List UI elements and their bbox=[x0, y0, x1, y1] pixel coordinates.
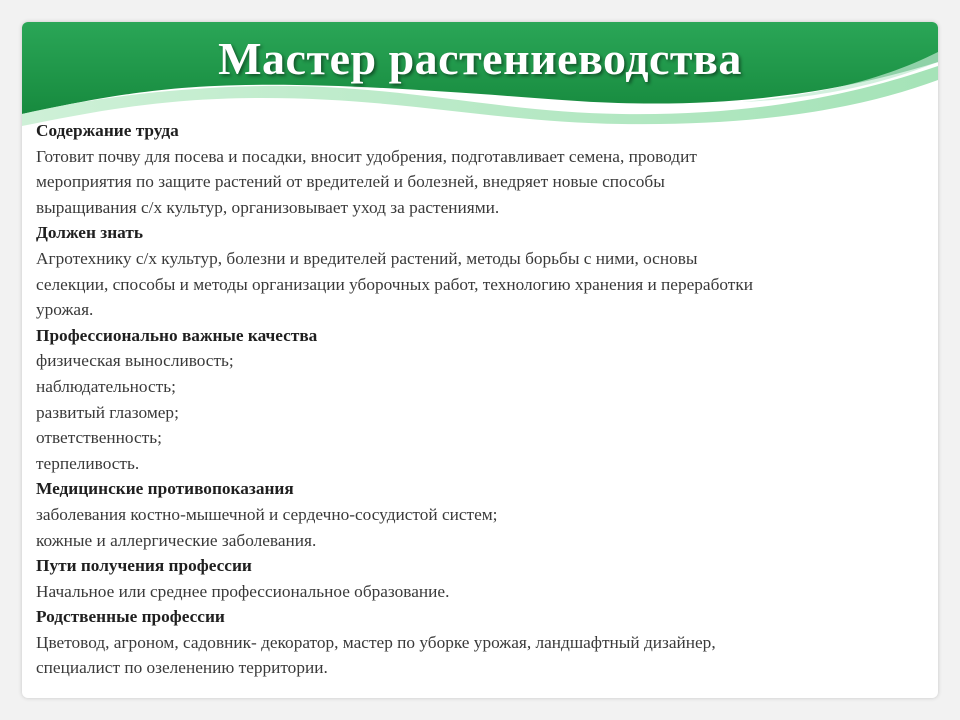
text-line: специалист по озеленению территории. bbox=[36, 658, 328, 678]
text-line: Агротехнику с/х культур, болезни и вредителей растений, методы борьбы с ними, основы bbox=[36, 248, 698, 268]
page-title: Мастер растениеводства bbox=[218, 33, 742, 84]
list-item: кожные и аллергические заболевания. bbox=[36, 530, 317, 550]
content-body bbox=[36, 118, 926, 681]
section-heading-education-paths: Пути получения профессии bbox=[36, 556, 252, 576]
text-line: выращивания с/х культур, организовывает уход за растениями. bbox=[36, 197, 500, 217]
list-item: наблюдательность; bbox=[36, 376, 176, 396]
text-line: Готовит почву для посева и посадки, вносит удобрения, подготавливает семена, проводит bbox=[36, 146, 697, 166]
section-heading-related-professions: Родственные профессии bbox=[36, 607, 225, 627]
list-item: развитый глазомер; bbox=[36, 402, 179, 422]
header-banner bbox=[22, 22, 938, 132]
section-heading-work-content: Содержание труда bbox=[36, 121, 179, 140]
list-item: ответственность; bbox=[36, 428, 162, 448]
section-heading-qualities: Профессионально важные качества bbox=[36, 325, 318, 345]
text-line: селекции, способы и методы организации уборочных работ, технологию хранения и переработки bbox=[36, 274, 753, 294]
section-heading-contraindications: Медицинские противопоказания bbox=[36, 479, 294, 499]
text-line: Цветовод, агроном, садовник- декоратор, мастер по уборке урожая, ландшафтный дизайнер, bbox=[36, 632, 716, 652]
list-item: физическая выносливость; bbox=[36, 351, 234, 371]
slide bbox=[22, 22, 938, 698]
section-heading-must-know: Должен знать bbox=[36, 223, 143, 243]
text-line: мероприятия по защите растений от вредителей и болезней, внедряет новые способы bbox=[36, 172, 665, 192]
text-line: Начальное или среднее профессиональное образование. bbox=[36, 581, 450, 601]
list-item: терпеливость. bbox=[36, 453, 140, 473]
text-line: урожая. bbox=[36, 300, 94, 320]
list-item: заболевания костно-мышечной и сердечно-сосудистой систем; bbox=[36, 504, 498, 524]
